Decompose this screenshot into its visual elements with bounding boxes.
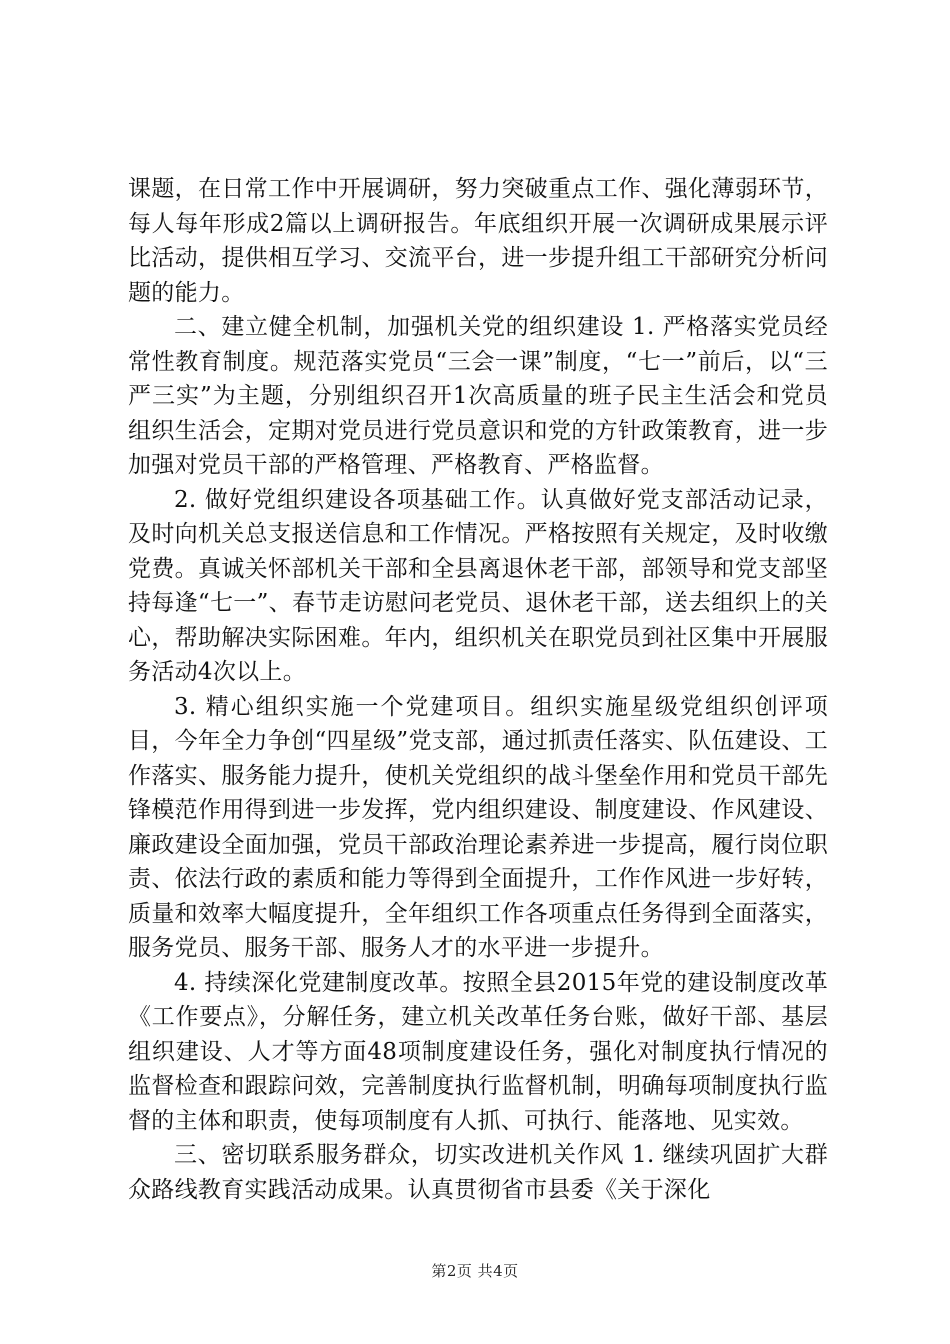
paragraph-5: 4. 持续深化党建制度改革。按照全县2015年党的建设制度改革《工作要点》，分解任务，建立机关改革任务台账，做好干部、基层组织建设、人才等方面48项制度建设任务，强化对制度执行情况的监督检查和跟踪问效，完善制度执行监督机制，明确每项制度执行监督的主体和职责，使每项制度有人抓、可执行、能落地、见实效。 — [128, 969, 828, 1134]
paragraph-6: 三、密切联系服务群众，切实改进机关作风 1. 继续巩固扩大群众路线教育实践活动成果。认真贯彻省市县委《关于深化 — [128, 1142, 828, 1203]
paragraph-3: 2. 做好党组织建设各项基础工作。认真做好党支部活动记录，及时向机关总支报送信息和工作情况。严格按照有关规定，及时收缴党费。真诚关怀部机关干部和全县离退休老干部，部领导和党支部坚持每逢“七一”、春节走访慰问老党员、退休老干部，送去组织上的关心，帮助解决实际困难。年内，组织机关在职党员到社区集中开展服务活动4次以上。 — [128, 486, 828, 685]
document-body — [128, 172, 828, 1207]
paragraph-2: 二、建立健全机制，加强机关党的组织建设 1. 严格落实党员经常性教育制度。规范落实党员“三会一课”制度，“七一”前后，以“三严三实”为主题，分别组织召开1次高质量的班子民主生活会和党员组织生活会，定期对党员进行党员意识和党的方针政策教育，进一步加强对党员干部的严格管理、严格教育、严格监督。 — [128, 314, 828, 478]
page-footer: 第2页 共4页 — [431, 1262, 519, 1280]
paragraph-4: 3. 精心组织实施一个党建项目。组织实施星级党组织创评项目，今年全力争创“四星级”党支部，通过抓责任落实、队伍建设、工作落实、服务能力提升，使机关党组织的战斗堡垒作用和党员干部先锋模范作用得到进一步发挥，党内组织建设、制度建设、作风建设、廉政建设全面加强，党员干部政治理论素养进一步提高，履行岗位职责、依法行政的素质和能力等得到全面提升，工作作风进一步好转，质量和效率大幅度提升，全年组织工作各项重点任务得到全面落实，服务党员、服务干部、服务人才的水平进一步提升。 — [128, 693, 828, 961]
paragraph-1: 课题，在日常工作中开展调研，努力突破重点工作、强化薄弱环节，每人每年形成2篇以上调研报告。年底组织开展一次调研成果展示评比活动，提供相互学习、交流平台，进一步提升组工干部研究分析问题的能力。 — [128, 176, 828, 306]
